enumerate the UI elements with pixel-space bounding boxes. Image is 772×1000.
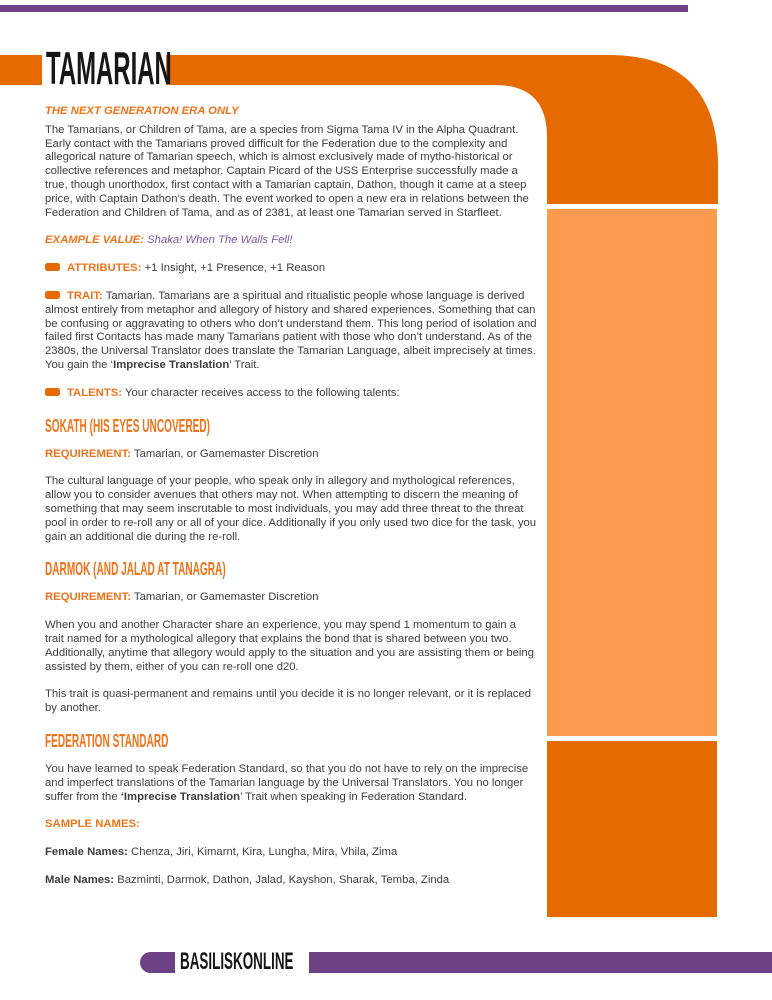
example-value-text: Shaka! When The Walls Fell!	[147, 234, 293, 247]
talent-heading-federation-standard: FEDERATION STANDARD	[45, 730, 169, 751]
dash-bullet-icon	[45, 291, 60, 299]
requirement-label: REQUIREMENT:	[45, 447, 131, 460]
talent-heading-sokath: SOKATH (HIS EYES UNCOVERED)	[45, 415, 211, 436]
talent-body: The cultural language of your people, who speak only in allegory and mythological references, allow you to consider avenues that others may not. When attempting to discern the meaning of something that may seem inscrutable to most individuals, you may add three threat to the threat pool in order to re-roll any or all of your dice. Additionally if you only used two dice for the task, you gain an additional die during the re-roll.	[45, 475, 537, 543]
page-title: TAMARIAN	[46, 42, 172, 94]
main-content	[45, 105, 537, 902]
attributes-value: +1 Insight, +1 Presence, +1 Reason	[144, 262, 326, 275]
attributes-label: ATTRIBUTES:	[67, 262, 142, 275]
trait-text: Tamarian. Tamarians are a spiritual and ritualistic people whose language is derived almost entirely from metaphor and allegory of history and shared experiences. Something that can be confusing or aggravating to others who don’t understand them. This long period of isolation and failed first Contacts has made many Tamarians patient with those who don’t understand. As of the 2380s, the Universal Translator does translate the Tamarian Language, albeit imprecisely at times. You gain the ‘	[45, 289, 537, 371]
trait-text-end: ’ Trait.	[229, 358, 260, 371]
trait-name-bold: ‘Imprecise Translation	[120, 790, 241, 803]
trait-paragraph	[45, 290, 537, 373]
footer-brand: BASILISKONLINE	[180, 948, 294, 975]
female-names-label: Female Names:	[45, 846, 128, 859]
example-value-line	[45, 234, 537, 248]
side-panel-light	[547, 209, 717, 736]
requirement-value: Tamarian, or Gamemaster Discretion	[133, 447, 319, 460]
sample-names-label: SAMPLE NAMES:	[45, 818, 140, 831]
female-names-list: Chenza, Jiri, Kimarnt, Kira, Lungha, Mira, Vhila, Zima	[127, 846, 398, 859]
requirement-label: REQUIREMENT:	[45, 591, 131, 604]
talent-body: This trait is quasi-permanent and remains until you decide it is no longer relevant, or it is replaced by another.	[45, 688, 532, 715]
era-label: THE NEXT GENERATION ERA ONLY	[45, 105, 239, 117]
footer-accent-cap	[140, 952, 175, 973]
trait-name-bold: Imprecise Translation	[113, 358, 230, 371]
talent-heading-darmok: DARMOK (AND JALAD AT TANAGRA)	[45, 559, 226, 580]
trait-label: TRAIT:	[67, 289, 103, 302]
talents-line	[45, 387, 537, 401]
talents-label: TALENTS:	[67, 386, 123, 399]
male-names-line	[45, 874, 537, 888]
talents-text: Your character receives access to the following talents:	[124, 386, 400, 399]
footer-accent-bar	[309, 952, 772, 973]
talent-body: You have learned to speak Federation Standard, so that you do not have to rely on the imprecise and imperfect translations of the Tamarian language by the Universal Translators. You no longer suffer from the ‘Imprecise Translation’ Trait when speaking in Federation Standard.	[45, 762, 529, 803]
intro-paragraph: The Tamarians, or Children of Tama, are a species from Sigma Tama IV in the Alpha Quadrant. Early contact with the Tamarians proved difficult for the Federation due to the complexity and allegorical nature of Tamarian speech, which is almost exclusively made of mytho-historical or collective references and metaphor. Captain Picard of the USS Enterprise successfully made a true, though unorthodox, first contact with a Tamarian captain, Dathon, though it came at a steep price, with Captain Dathon’s death. The event worked to open a new era in relations between the Federation and Children of Tama, and as of 2381, at least one Tamarian served in Starfleet.	[45, 123, 529, 219]
dash-bullet-icon	[45, 388, 60, 396]
requirement-value: Tamarian, or Gamemaster Discretion	[133, 591, 319, 604]
side-panel-dark	[547, 741, 717, 917]
requirement-line	[45, 448, 537, 462]
male-names-label: Male Names:	[45, 873, 115, 886]
attributes-line	[45, 262, 537, 276]
talent-body: When you and another Character share an experience, you may spend 1 momentum to gain a trait named for a mythological allegory that explains the bond that is shared between you two. Additionally, anytime that allegory would apply to the situation and you are assisting them or being assisted by them, either of you can re-roll one d20.	[45, 619, 534, 673]
female-names-line	[45, 846, 537, 860]
dash-bullet-icon	[45, 263, 60, 271]
male-names-list: Bazminti, Darmok, Dathon, Jalad, Kayshon, Sharak, Temba, Zinda	[114, 873, 450, 886]
example-value-label: EXAMPLE VALUE:	[45, 234, 144, 247]
requirement-line	[45, 591, 537, 605]
